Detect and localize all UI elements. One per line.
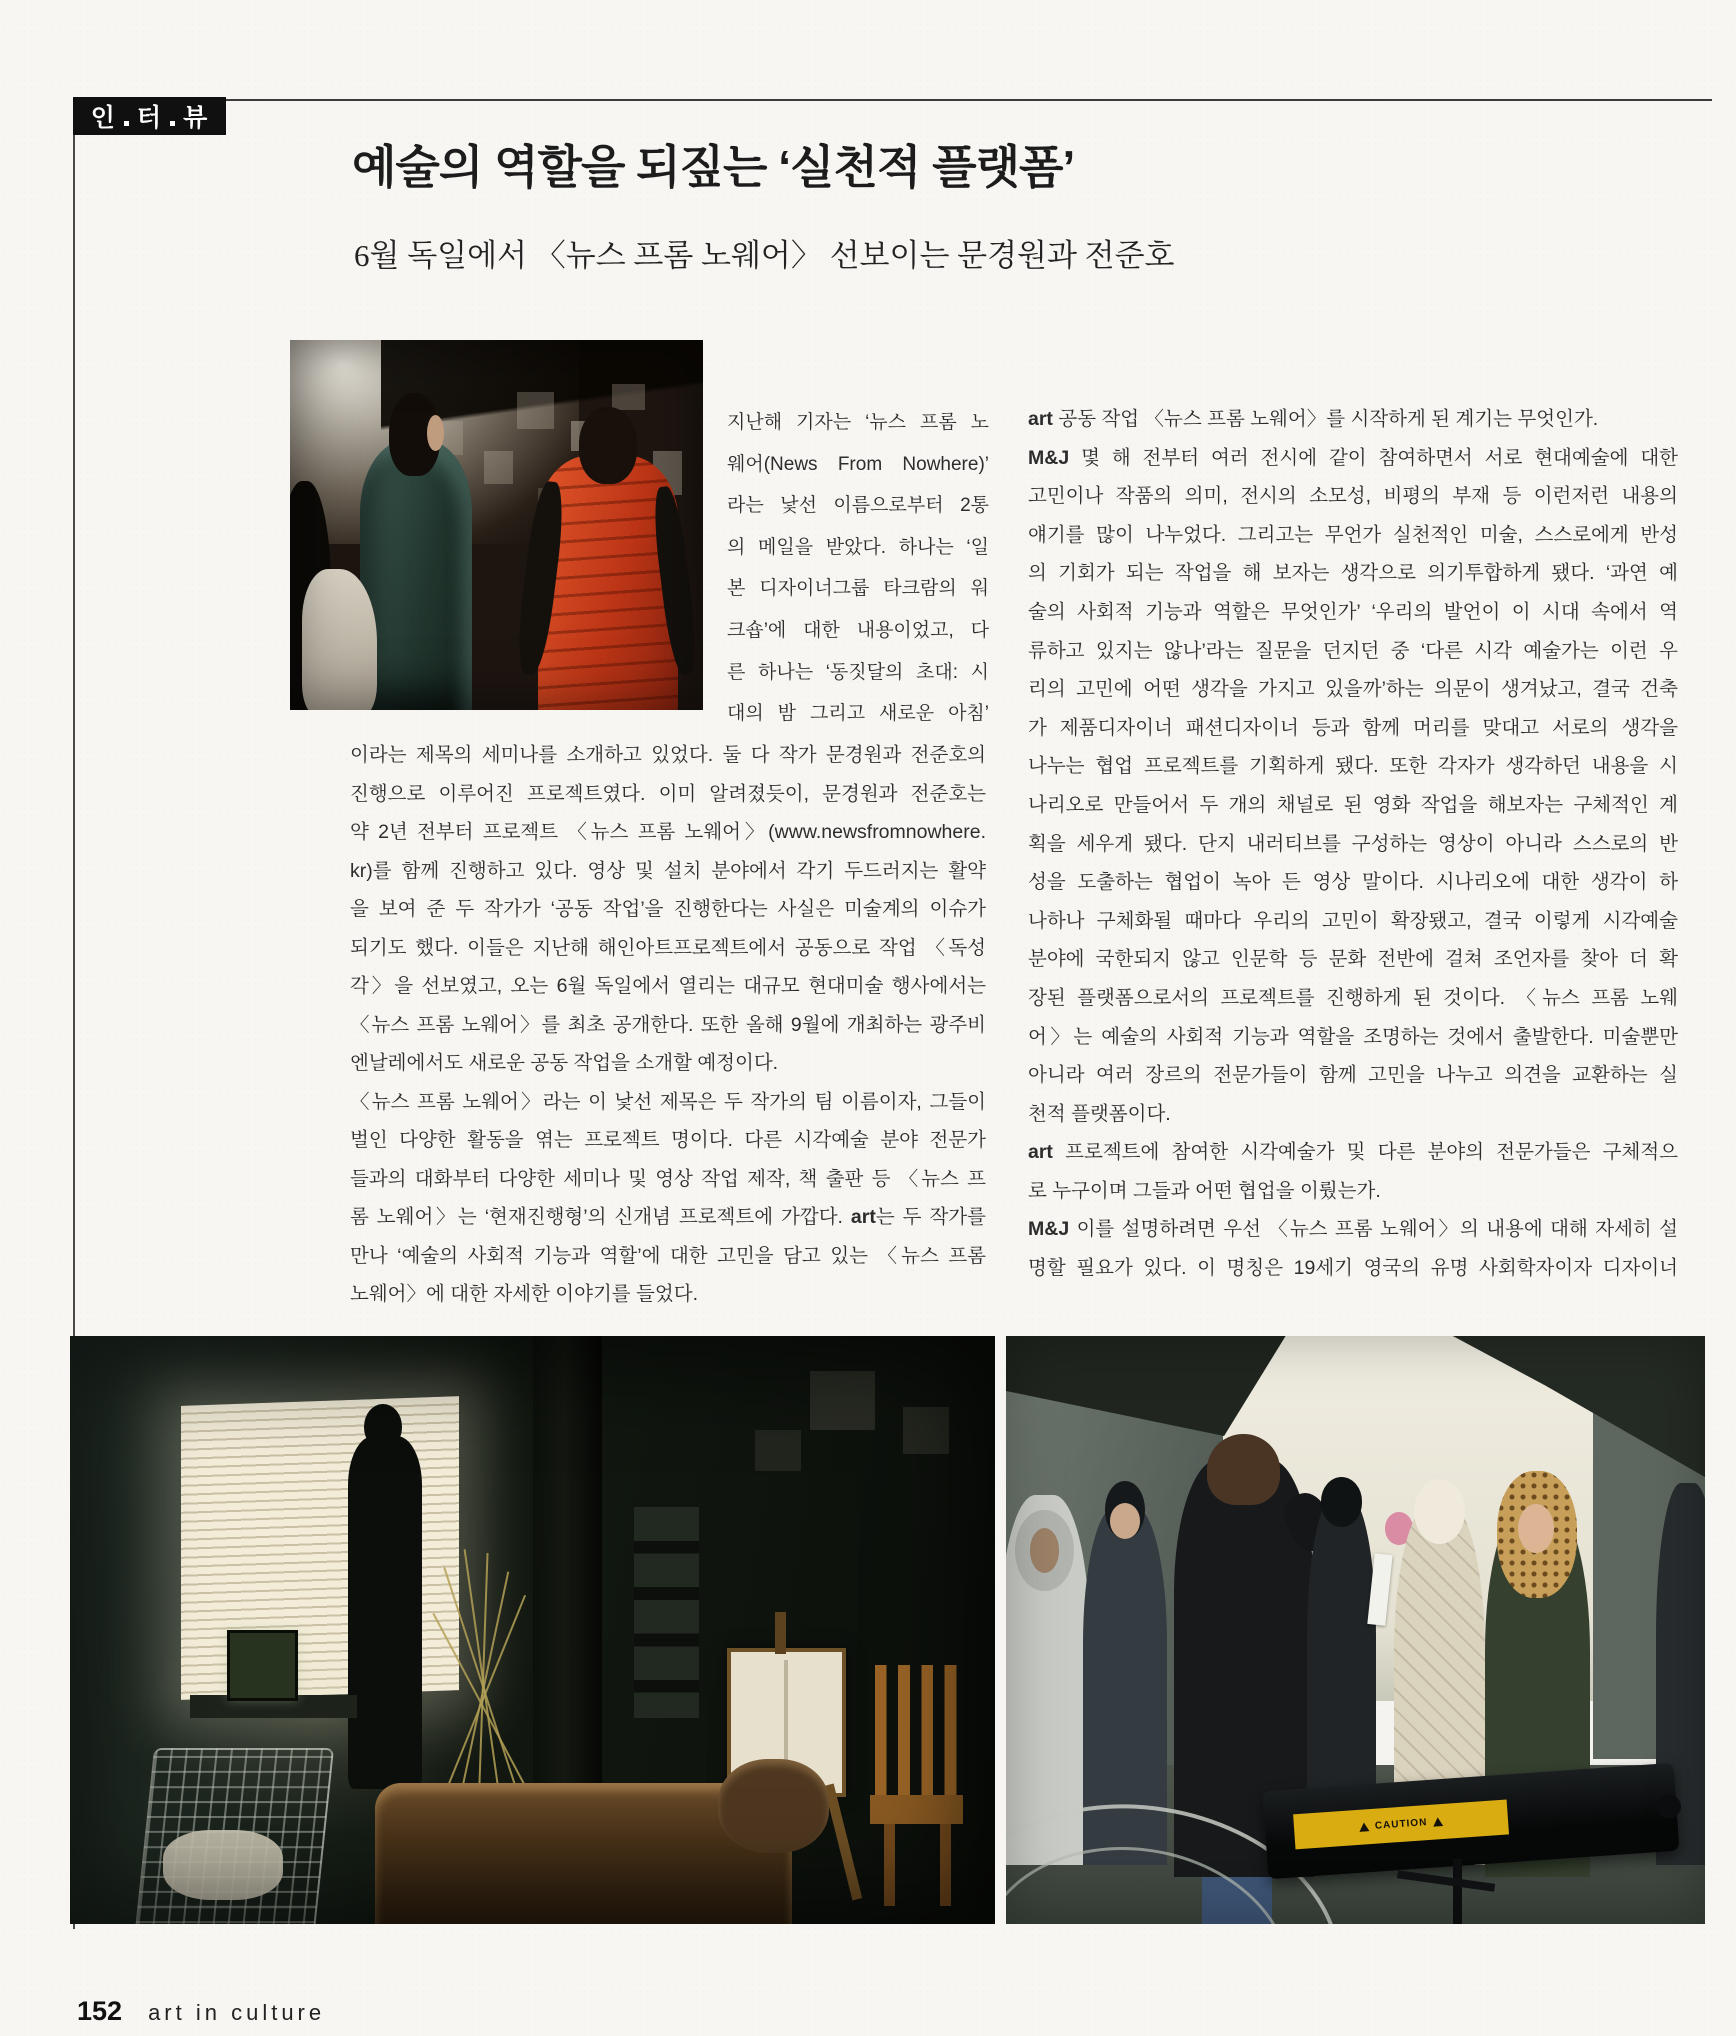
caution-text: CAUTION [1374,1816,1428,1832]
text-line: 술의 사회적 기능과 역할은 무엇인가’ ‘우리의 발언이 이 시대 속에서 역 [1028,600,1678,623]
photo-vignette [1006,1336,1705,1924]
text-line: 웨어(News From Nowhere)’ [727,453,989,475]
text-line: 을 보여 준 두 작가가 ‘공동 작업’을 진행한다는 사실은 미술계의 이슈가 [350,898,986,920]
text-line: 만나 ‘예술의 사회적 기능과 역할’에 대한 고민을 담고 있는 〈뉴스 프롬 [350,1244,986,1267]
photo-vignette [290,340,703,710]
text-line: 아니라 여러 장르의 전문가들이 함께 고민을 나누고 의견을 교환하는 실 [1028,1064,1678,1087]
text-line: 나리오로 만들어서 두 개의 채널로 된 영화 작업을 해보자는 구체적인 계 [1028,793,1678,816]
text-line: 장된 플랫폼으로서의 프로젝트를 진행하게 된 것이다. 〈뉴스 프롬 노웨 [1028,986,1678,1009]
magazine-name: art in culture [148,2000,326,2025]
interview-qa-text [1028,400,1678,1288]
photo-studio-interior [70,1336,995,1924]
text-line: 노웨어〉에 대한 자세한 이야기를 들었다. [350,1283,698,1305]
text-line: 가 제품디자이너 패션디자이너 등과 함께 머리를 맞대고 서로의 생각을 [1028,716,1678,739]
intro-text-full-width [350,736,986,1314]
text-line: 대의 밤 그리고 새로운 아침’ [727,703,989,725]
article-subtitle: 6월 독일에서 〈뉴스 프롬 노웨어〉 선보이는 문경원과 전준호 [354,238,1175,273]
badge-char: 터 [136,104,163,132]
intro-text-beside-photo [727,402,989,735]
text-line: 성을 도출하는 협업이 녹아 든 영상 말이다. 시나리오에 대한 생각이 하 [1028,871,1678,894]
text-line: art 공동 작업 〈뉴스 프롬 노웨어〉를 시작하게 된 계기는 무엇인가. [1028,408,1599,430]
text-line: 천적 플랫폼이다. [1028,1102,1171,1125]
text-line: 의 기회가 되는 작업을 해 보자는 생각으로 의기투합하게 됐다. ‘과연 예 [1028,562,1678,585]
section-badge-interview [73,97,226,135]
text-line: kr)를 함께 진행하고 있다. 영상 및 설치 분야에서 각기 두드러지는 활약 [350,859,986,882]
text-line: art 프로젝트에 참여한 시각예술가 및 다른 분야의 전문가들은 구체적으 [1028,1141,1678,1164]
text-line: 크숍’에 대한 내용이었고, 다 [727,619,989,641]
text-line: 리의 고민에 어떤 생각을 가지고 있을까’하는 의문이 생겨났고, 결국 건축 [1028,678,1678,701]
text-line: 약 2년 전부터 프로젝트 〈뉴스 프롬 노웨어〉(www.newsfromnowhere. [350,821,986,843]
text-line: 류하고 있지는 않나’라는 질문을 던지던 중 ‘다른 시각 예술가는 이런 우 [1028,639,1678,662]
text-line: 얘기를 많이 나누었다. 그리고는 무언가 실천적인 미술, 스스로에게 반성 [1028,523,1678,546]
text-line: 벌인 다양한 활동을 엮는 프로젝트 명이다. 다른 시각예술 분야 전문가 [350,1129,986,1151]
text-line: 로 누구이며 그들과 어떤 협업을 이뤘는가. [1028,1179,1381,1202]
header-rule-horizontal [73,99,1712,101]
text-line: 롬 노웨어〉는 ‘현재진행형’의 신개념 프로젝트에 가깝다. art는 두 작가를 [350,1206,986,1228]
photo-film-set [1006,1336,1705,1924]
text-line: 의 메일을 받았다. 하나는 ‘일 [727,536,989,558]
text-line: 고민이나 작품의 의미, 전시의 소모성, 비평의 부재 등 이런저런 내용의 [1028,485,1678,508]
text-line: 명할 필요가 있다. 이 명칭은 19세기 영국의 유명 사회학자이자 디자이너 [1028,1257,1678,1280]
text-line: M&J 이를 설명하려면 우선 〈뉴스 프롬 노웨어〉의 내용에 대해 자세히 설 [1028,1218,1678,1241]
text-line: 엔날레에서도 새로운 공동 작업을 소개할 예정이다. [350,1052,779,1074]
text-line: 각〉을 선보였고, 오는 6월 독일에서 열리는 대규모 현대미술 행사에서는 [350,975,986,997]
page-footer [77,1996,325,2027]
text-line: 른 하나는 ‘동짓달의 초대: 시 [727,661,989,683]
text-line: 이라는 제목의 세미나를 소개하고 있었다. 둘 다 작가 문경원과 전준호의 [350,744,986,766]
text-line: 진행으로 이루어진 프로젝트였다. 이미 알려졌듯이, 문경원과 전준호는 [350,782,986,805]
badge-char: 인 [90,104,116,132]
text-line: 라는 낯선 이름으로부터 2통 [727,495,989,517]
text-line: 〈뉴스 프롬 노웨어〉라는 이 낯선 제목은 두 작가의 팀 이름이자, 그들이 [350,1090,986,1113]
photo-artists-portrait [290,340,703,710]
text-line: 분야에 국한되지 않고 인문학 등 문화 전반에 걸쳐 조언자를 찾아 더 확 [1028,948,1678,971]
text-line: M&J 몇 해 전부터 여러 전시에 같이 참여하면서 서로 현대예술에 대한 [1028,446,1678,469]
text-line: 나누는 협업 프로젝트를 기획하게 됐다. 또한 각자가 생각하던 내용을 시 [1028,755,1678,778]
badge-separator-dot-icon [124,121,129,126]
text-line: 들과의 대화부터 다양한 세미나 및 영상 작업 제작, 책 출판 등 〈뉴스 프 [350,1167,986,1190]
text-line: 획을 세우게 됐다. 단지 내러티브를 구성하는 영상이 아니라 스스로의 반 [1028,832,1678,855]
article-title: 예술의 역할을 되짚는 ‘실천적 플랫폼’ [352,141,1075,193]
badge-char: 뷰 [183,104,209,132]
page-number: 152 [77,1996,123,2026]
text-line: 어〉는 예술의 사회적 기능과 역할을 조명하는 것에서 출발한다. 미술뿐만 [1028,1025,1678,1048]
text-line: 지난해 기자는 ‘뉴스 프롬 노 [727,412,989,433]
badge-separator-dot-icon [170,121,175,126]
text-line: 〈뉴스 프롬 노웨어〉를 최초 공개한다. 또한 올해 9월에 개최하는 광주비 [350,1013,986,1036]
text-line: 되기도 했다. 이들은 지난해 해인아트프로젝트에서 공동으로 작업 〈독성 [350,936,986,959]
photo-vignette [70,1336,995,1924]
text-line: 본 디자이너그룹 타크람의 워 [727,578,989,600]
text-line: 나하나 구체화될 때마다 우리의 고민이 확장됐고, 결국 이렇게 시각예술 [1028,909,1678,932]
